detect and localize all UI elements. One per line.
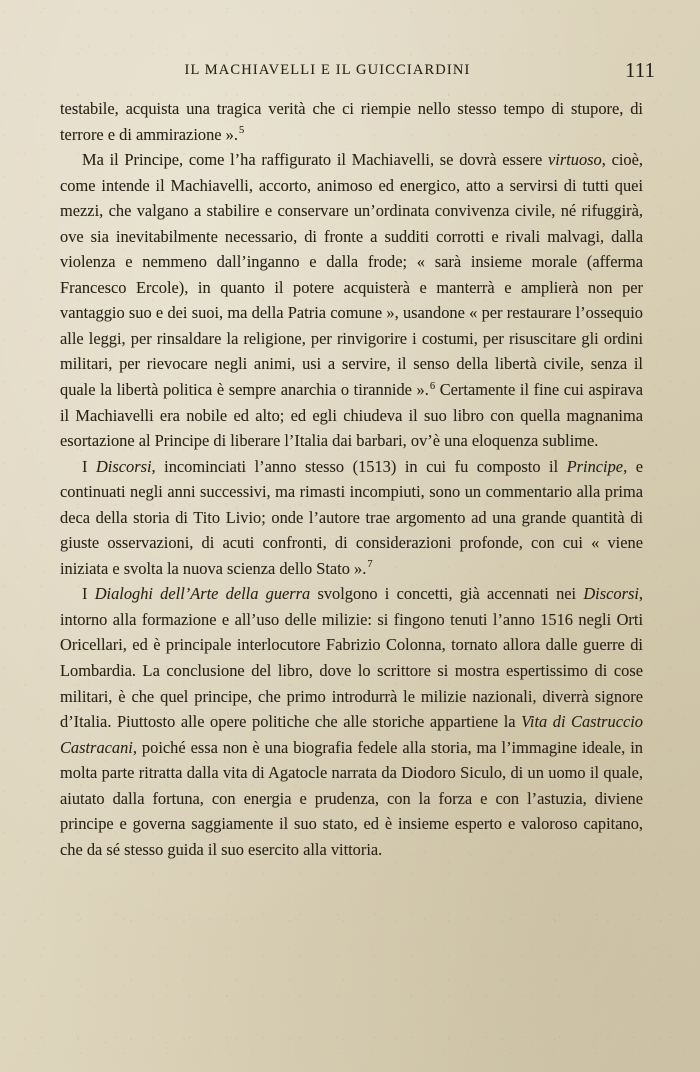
page-number: 111 (625, 58, 655, 82)
footnote-marker: 6 (429, 380, 436, 392)
paragraph-text: testabile, acquista una tragica verità che ci riempie nello stesso tempo di stupore, di terrore e di ammirazione ». (60, 99, 643, 144)
paragraph-text: , poiché essa non è una biografia fedele alla storia, ma l’immagine ideale, in molta parte ritratta dalla vita di Agatocle narrata da Diodoro Siculo, di un uomo il quale, aiutato dalla fortuna, con energia e prudenza, con la forza e con l’astuzia, diviene principe e governa saggiamente il suo stato, ed è insieme esperto e valoroso capitano, che da sé stesso guida il suo esercito alla vittoria. (60, 737, 643, 859)
paragraph-text: , e continuati negli anni successivi, ma rimasti incompiuti, sono un commentario alla prima deca della storia di Tito Livio; onde l’autore trae argomento ad una grande quantità di giuste osservazioni, di acuti confronti, di considerazioni profonde, con cui « viene iniziata e svolta la nuova scienza dello Stato ». (60, 456, 643, 578)
paragraph-discorsi (60, 454, 643, 582)
paragraph-text: I (82, 456, 96, 476)
paragraph-text: svolgono i concetti, già accennati nei (310, 584, 584, 604)
paragraph-text: I (82, 584, 95, 604)
page-header (60, 58, 655, 88)
paragraph-continuation (60, 96, 643, 147)
paragraph-text: , cioè, come intende il Machiavelli, accorto, animoso ed energico, atto a servirsi di tutti quei mezzi, che valgano a stabilire e conservare un’ordinata convivenza civile, né rifuggirà, ove sia inevitabilmente necessario, di fronte a sudditi corrotti e rivali malvagi, dalla violenza e nemmeno dall’inganno e dalla frode; « sarà insieme morale (afferma Francesco Ercole), in quanto il potere acquisterà e manterrà e amplierà non per vantaggio suo e dei suoi, ma della Patria comune », usandone « per restaurare l’ossequio alle leggi, per rinsaldare la religione, per rinvigorire i costumi, per risuscitare gli ordini militari, per rievocare negli animi, usi a servire, il senso della libertà civile, senza il quale la libertà politica è sempre anarchia o tirannide ». (60, 150, 643, 400)
paragraph-text: Ma il Principe, come l’ha raffigurato il Machiavelli, se dovrà essere (82, 150, 549, 170)
paragraph-text: , incominciati l’anno stesso (1513) in cui fu composto il (151, 456, 567, 476)
footnote-marker: 5 (238, 125, 245, 137)
paragraph-principe (60, 147, 643, 454)
italic-title-discorsi: Discorsi (583, 584, 639, 604)
footnote-marker: 7 (367, 559, 373, 571)
page-body (60, 96, 643, 862)
running-head: IL MACHIAVELLI E IL GUICCIARDINI (184, 62, 471, 78)
paragraph-dialoghi (60, 581, 643, 862)
italic-title-castruccio: Vita di Castruccio Castracani (60, 712, 643, 757)
italic-title-virtuoso: virtuoso (548, 150, 602, 170)
italic-title-principe: Principe (566, 456, 624, 476)
paragraph-text: , intorno alla formazione e all’uso delle milizie: si fingono tenuti l’anno 1516 negli Orti Oricellari, ed è principale interlocutore Fabrizio Colonna, tornato allora dalle guerre di Lombardia. La conclusione del libro, dove lo scrittore si mostra espertissimo di cose militari, è che quel principe, che primo introdurrà le milizie nazionali, diverrà signore d’Italia. Piuttosto alle opere politiche che alle storiche appartiene la (60, 584, 643, 732)
italic-title-dialoghi: Dialoghi dell’Arte della guerra (94, 584, 311, 604)
paragraph-text: Certamente il fine cui aspirava il Machiavelli era nobile ed alto; ed egli chiudeva il suo libro con quella magnanima esortazione al Principe di liberare l’Italia dai barbari, ov’è una eloquenza sublime. (60, 380, 643, 451)
italic-title-discorsi: Discorsi (95, 456, 152, 476)
